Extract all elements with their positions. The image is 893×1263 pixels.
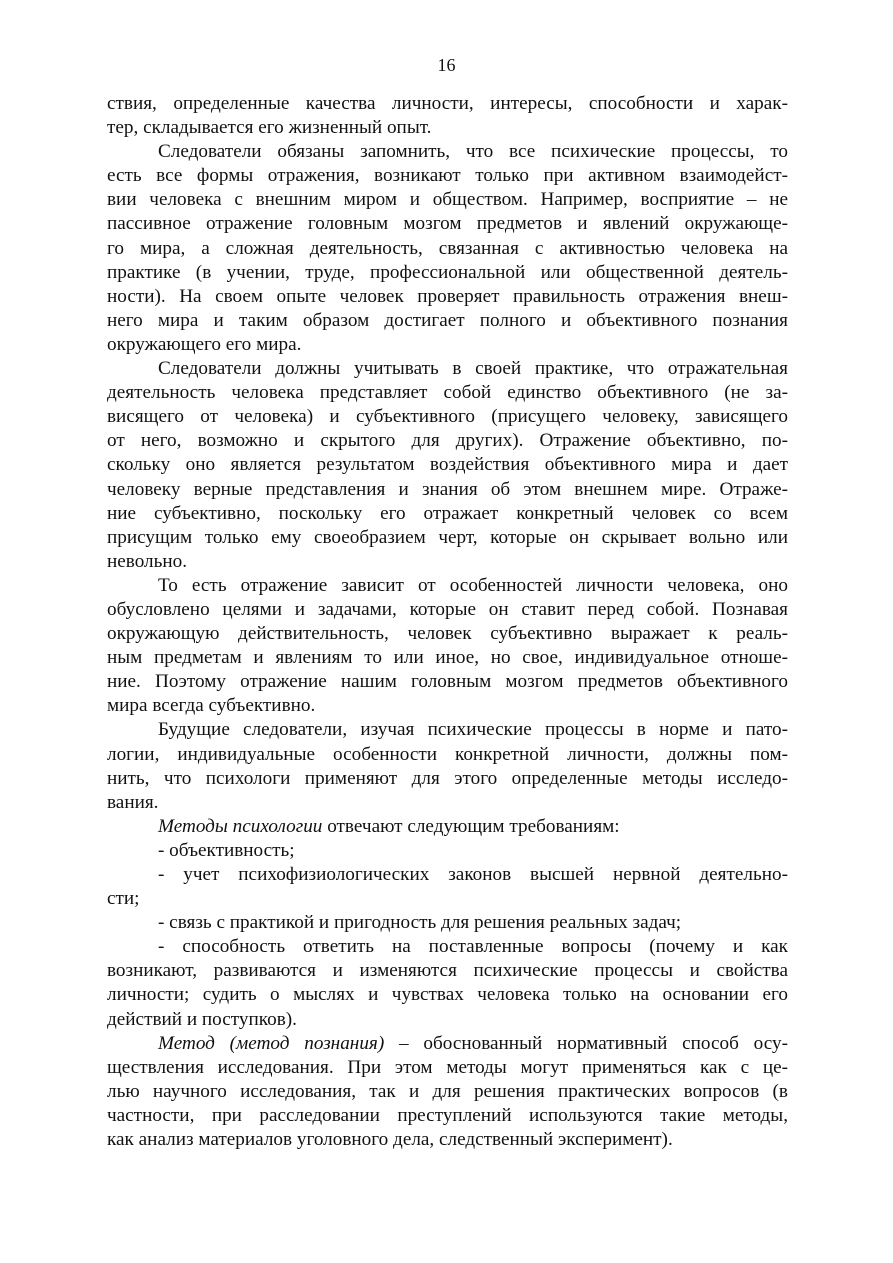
text-line: окружающего его мира. [107,333,302,355]
text-line: пассивное отражение головным мозгом предметов и явлений окружающе- [107,213,788,235]
text-line: от него, возможно и скрытого для других). Отражение объективно, по- [107,430,788,452]
text-line: вии человека с внешним миром и обществом. Например, восприятие – не [107,189,788,211]
list-item: - объективность; [158,839,295,861]
text-line: логии, индивидуальные особенности конкретной личности, должны пом- [107,743,788,765]
page-number: 16 [437,55,456,75]
text-fragment: отвечают следующим требованиям: [322,815,620,837]
text-line: Следователи должны учитывать в своей практике, что отражательная [158,358,788,380]
text-line: действий и поступков). [107,1008,297,1030]
text-line: ществления исследования. При этом методы могут применяться как с це- [107,1056,788,1078]
text-fragment: – обоснованный нормативный способ осу- [384,1032,788,1054]
list-item: - связь с практикой и пригодность для решения реальных задач; [158,912,682,934]
text-line: То есть отражение зависит от особенностей личности человека, оно [158,574,788,596]
text-line: окружающую действительность, человек субъективно выражает к реаль- [107,623,788,645]
text-line: мира всегда субъективно. [107,695,316,717]
text-line: сти; [107,888,140,910]
text-line: ным предметам и явлениям то или иное, но свое, индивидуальное отноше- [107,647,788,669]
text-line: невольно. [107,550,188,572]
text-line: есть все формы отражения, возникают только при активном взаимодейст- [107,165,788,187]
text-line: личности; судить о мыслях и чувствах человека только на основании его [107,984,788,1006]
italic-term: Метод (метод познания) [158,1032,385,1054]
text-line [107,815,788,839]
text-line: как анализ материалов уголовного дела, следственный эксперимент). [107,1129,673,1151]
text-line: ности). На своем опыте человек проверяет правильность отражения внеш- [107,285,788,307]
text-line: лью научного исследования, так и для решения практических вопросов (в [107,1080,788,1102]
list-item: - способность ответить на поставленные вопросы (почему и как [158,936,788,958]
list-item: - учет психофизиологических законов высшей нервной деятельно- [158,864,788,885]
text-line: вания. [107,791,159,813]
text-line: практике (в учении, труде, профессиональной или общественной деятель- [107,261,788,283]
body-text [107,92,788,1152]
text-line: скольку оно является результатом воздействия объективного мира и дает [107,454,788,476]
text-line: него мира и таким образом достигает полного и объективного познания [107,309,788,331]
text-line: Будущие следователи, изучая психические процессы в норме и пато- [158,719,788,741]
text-line: Следователи обязаны запомнить, что все психические процессы, то [158,141,788,163]
text-line: обусловлено целями и задачами, которые он ставит перед собой. Познавая [107,598,788,620]
text-line: нить, что психологи применяют для этого определенные методы исследо- [107,767,788,789]
text-line: частности, при расследовании преступлений используются такие методы, [107,1104,788,1126]
text-line: висящего от человека) и субъективного (присущего человеку, зависящего [107,406,788,428]
text-line: ние субъективно, поскольку его отражает конкретный человек со всем [107,502,788,524]
text-line: деятельность человека представляет собой единство объективного (не за- [107,382,788,404]
text-line [107,1032,788,1056]
text-line: ствия, определенные качества личности, интересы, способности и харак- [107,93,788,114]
italic-term: Методы психологии [158,815,323,837]
text-line: человеку верные представления и знания об этом внешнем мире. Отраже- [107,478,788,500]
text-line: возникают, развиваются и изменяются психические процессы и свойства [107,960,788,982]
text-line: ние. Поэтому отражение нашим головным мозгом предметов объективного [107,671,788,693]
text-line: тер, складывается его жизненный опыт. [107,117,432,139]
text-line: присущим только ему своеобразием черт, которые он скрывает вольно или [107,526,788,548]
text-line: го мира, а сложная деятельность, связанная с активностью человека на [107,237,788,259]
